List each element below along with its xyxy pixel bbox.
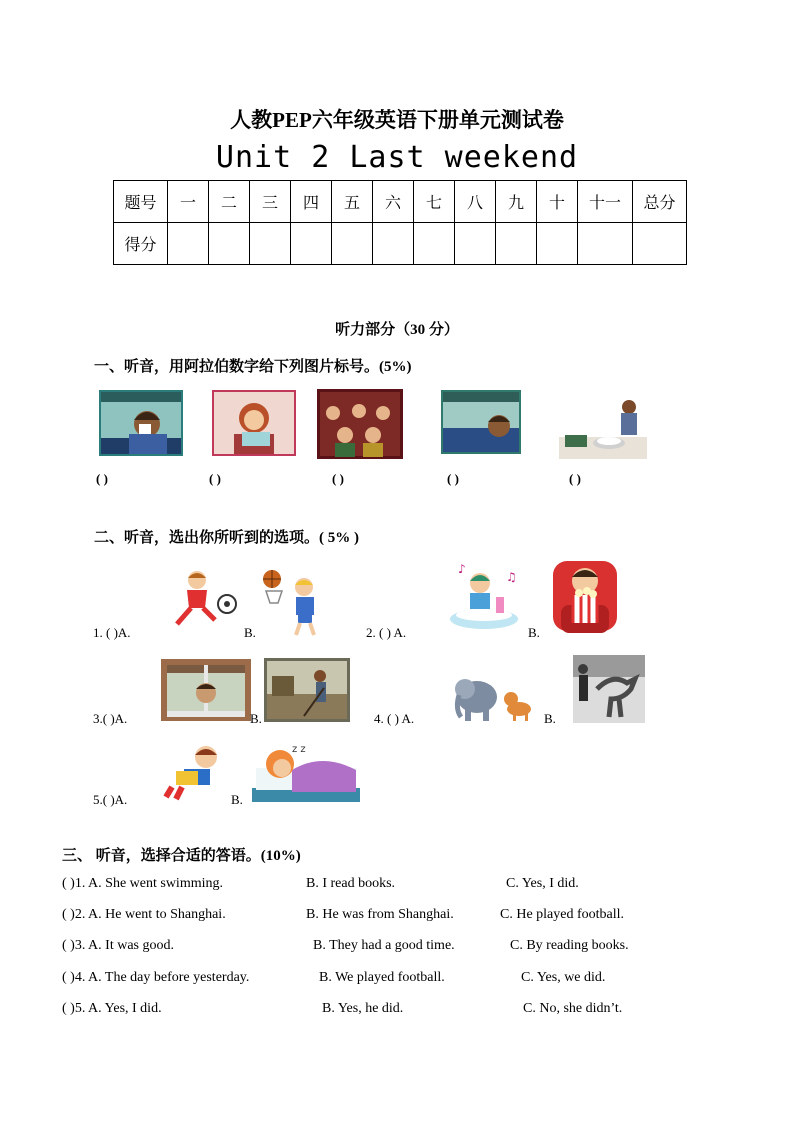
option-b: B. I read books. — [306, 876, 396, 891]
boy-and-dinosaur-icon — [573, 655, 645, 723]
question-number: 2. ( ) A. — [366, 625, 407, 640]
score-cell[interactable] — [496, 223, 537, 265]
answer-blank[interactable]: ( ) — [96, 471, 108, 486]
option-c: C. By reading books. — [510, 938, 629, 953]
table-cell: 四 — [291, 181, 332, 223]
answer-blank[interactable]: ( ) — [569, 471, 581, 486]
option-b-label: B. — [544, 711, 556, 726]
option-b: B. We played football. — [319, 970, 445, 985]
answer-blank[interactable]: ( ) — [209, 471, 221, 486]
score-table — [113, 180, 687, 265]
table-cell: 一 — [168, 181, 209, 223]
boy-playing-basketball-icon — [258, 569, 332, 637]
table-cell: 题号 — [114, 181, 168, 223]
score-cell[interactable] — [455, 223, 496, 265]
question-line: ( )1. A. She went swimming. — [62, 876, 223, 891]
svg-text:z z: z z — [292, 744, 306, 755]
option-b: B. They had a good time. — [313, 938, 455, 953]
question-number: 3.( )A. — [93, 711, 128, 726]
table-cell: 十 — [537, 181, 578, 223]
boy-eating-popcorn-icon — [551, 555, 619, 637]
option-b-label: B. — [250, 711, 262, 726]
answer-blank[interactable]: ( ) — [332, 471, 344, 486]
table-cell: 九 — [496, 181, 537, 223]
table-cell: 总分 — [633, 181, 687, 223]
svg-text:♫: ♫ — [506, 570, 517, 584]
score-cell[interactable] — [168, 223, 209, 265]
question-line: ( )5. A. Yes, I did. — [62, 1001, 162, 1016]
boy-sleeping-icon — [441, 390, 521, 454]
score-table-header-row — [114, 181, 687, 223]
question-line: ( )2. A. He went to Shanghai. — [62, 907, 226, 922]
question-line: ( )4. A. The day before yesterday. — [62, 970, 250, 985]
cinema-audience-icon — [317, 389, 403, 459]
score-cell[interactable] — [291, 223, 332, 265]
girl-sleeping-in-bed-icon — [252, 740, 360, 804]
person-cleaning-room-icon — [264, 658, 350, 722]
unit-title: Unit 2 Last weekend — [215, 140, 579, 175]
table-cell: 得分 — [114, 223, 168, 265]
option-b: B. Yes, he did. — [322, 1001, 404, 1016]
question-number: 1. ( )A. — [93, 625, 131, 640]
boy-reading-icon — [162, 741, 226, 801]
score-table-score-row — [114, 223, 687, 265]
girl-washing-clothes-icon — [444, 559, 526, 635]
table-cell: 八 — [455, 181, 496, 223]
question-number: 4. ( ) A. — [374, 711, 415, 726]
option-b: B. He was from Shanghai. — [306, 907, 454, 922]
option-b-label: B. — [528, 625, 540, 640]
question-number: 5.( )A. — [93, 792, 128, 807]
table-cell: 十一 — [578, 181, 633, 223]
section3-heading: 三、 听音，选择合适的答语。(10%) — [62, 848, 301, 864]
option-b-label: B. — [244, 625, 256, 640]
score-cell[interactable] — [537, 223, 578, 265]
table-cell: 七 — [414, 181, 455, 223]
score-cell[interactable] — [332, 223, 373, 265]
option-c: C. Yes, I did. — [506, 876, 579, 891]
option-c: C. No, she didn’t. — [523, 1001, 623, 1016]
answer-blank[interactable]: ( ) — [447, 471, 459, 486]
score-cell[interactable] — [414, 223, 455, 265]
girl-reading-icon — [212, 390, 296, 456]
boy-crying-icon — [99, 390, 183, 456]
listening-heading: 听力部分（30 分） — [335, 322, 459, 338]
section1-heading: 一、听音，用阿拉伯数字给下列图片标号。(5%) — [94, 359, 412, 375]
option-c: C. Yes, we did. — [521, 970, 606, 985]
exam-title: 人教PEP六年级英语下册单元测试卷 — [230, 108, 564, 132]
elephant-and-dog-icon — [453, 669, 539, 723]
table-cell: 六 — [373, 181, 414, 223]
washing-clothes-icon — [559, 391, 647, 459]
option-c: C. He played football. — [500, 907, 625, 922]
score-cell[interactable] — [633, 223, 687, 265]
score-cell[interactable] — [373, 223, 414, 265]
score-cell[interactable] — [209, 223, 250, 265]
boy-playing-football-icon — [161, 568, 241, 630]
question-line: ( )3. A. It was good. — [62, 938, 174, 953]
score-cell[interactable] — [250, 223, 291, 265]
option-b-label: B. — [231, 792, 243, 807]
table-cell: 二 — [209, 181, 250, 223]
table-cell: 五 — [332, 181, 373, 223]
table-cell: 三 — [250, 181, 291, 223]
section2-heading: 二、听音，选出你所听到的选项。( 5% ) — [94, 530, 359, 546]
boy-at-window-icon — [161, 659, 251, 721]
svg-text:♪: ♪ — [458, 562, 466, 576]
score-cell[interactable] — [578, 223, 633, 265]
